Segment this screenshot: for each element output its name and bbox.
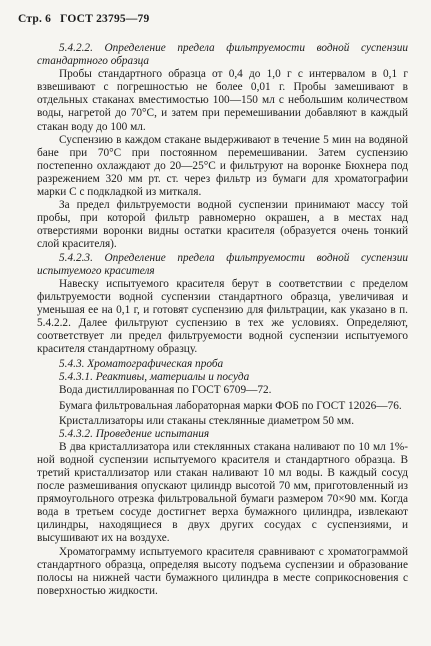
paragraph: Суспензию в каждом стакане выдерживают в течение 5 мин на водяной бане при 70°С при постоянном перемешивании. Затем суспензию постепенно охлаждают до 20—25°С и фильтруют на воронке Бюхнера под разрежением 320 мм рт. ст. через фильтр из бумаги для хроматографии марки С с подкладкой из миткаля. — [37, 133, 408, 199]
section-heading: 5.4.3.1. Реактивы, материалы и посуда — [59, 371, 250, 384]
section-heading: 5.4.3.2. Проведение испытания — [59, 427, 210, 440]
paragraph: Пробы стандартного образца от 0,4 до 1,0 г с интервалом в 0,1 г взвешивают с погрешностью не более 0,01 г. Пробы замешивают в отдельных стаканах вместимостью 100—150 мл с небольшим количеством воды, нагретой до 70°С, и затем при перемешивании добавляют в каждый стакан воду до 100 мл. — [37, 68, 408, 133]
standard-code: ГОСТ 23795—79 — [60, 13, 150, 25]
paragraph: Бумага фильтровальная лабораторная марки ФОБ по ГОСТ 12026—76. — [59, 399, 402, 412]
page-header — [18, 13, 155, 25]
document-body — [37, 42, 408, 598]
section-heading: 5.4.3. Хроматографическая проба — [59, 358, 224, 371]
paragraph: Кристаллизаторы или стаканы стеклянные диаметром 50 мм. — [59, 414, 355, 427]
paragraph: За предел фильтруемости водной суспензии принимают массу той пробы, при которой фильтр равномерно окрашен, а в местах над отверстиями воронки видны остатки красителя (образуется очень тонкий слой красителя). — [37, 199, 408, 251]
section-heading: 5.4.2.2. Определение предела фильтруемости водной суспензии стандартного образца — [37, 42, 408, 68]
paragraph: Навеску испытуемого красителя берут в соответствии с пределом фильтруемости водной суспензии стандартного образца, увеличивая и уменьшая ее на 0,1 г, и готовят суспензию для фильтрации, как указано в п. 5.4.2.2. Далее фильтруют суспензию в тех же условиях. Определяют, соответствует ли предел фильтруемости водной суспензии испытуемого красителя стандартному образцу. — [37, 277, 408, 356]
section-heading: 5.4.2.3. Определение предела фильтруемости водной суспензии испытуемого красителя — [37, 251, 408, 277]
paragraph: Вода дистиллированная по ГОСТ 6709—72. — [59, 384, 272, 397]
page-number: Стр. 6 — [18, 13, 52, 25]
paragraph: В два кристаллизатора или стеклянных стакана наливают по 10 мл 1%-ной водной суспензии испытуемого красителя и стандартного образца. В третий кристаллизатор или стакан наливают 10 мл воды. В каждый сосуд после размешивания опускают цилиндр высотой 70 мм, приготовленный из прямоугольного отрезка фильтровальной бумаги размером 70×90 мм. Когда вода в третьем сосуде достигнет верха бумажного цилиндра, извлекают цилиндры, находящиеся в двух других сосудах с суспензиями, и высушивают их на воздухе. — [37, 440, 408, 545]
paragraph: Хроматограмму испытуемого красителя сравнивают с хроматограммой стандартного образца, определяя высоту подъема суспензии и образование полосы на нижней части бумажного цилиндра в месте соприкосновения с поверхностью жидкости. — [37, 545, 408, 597]
